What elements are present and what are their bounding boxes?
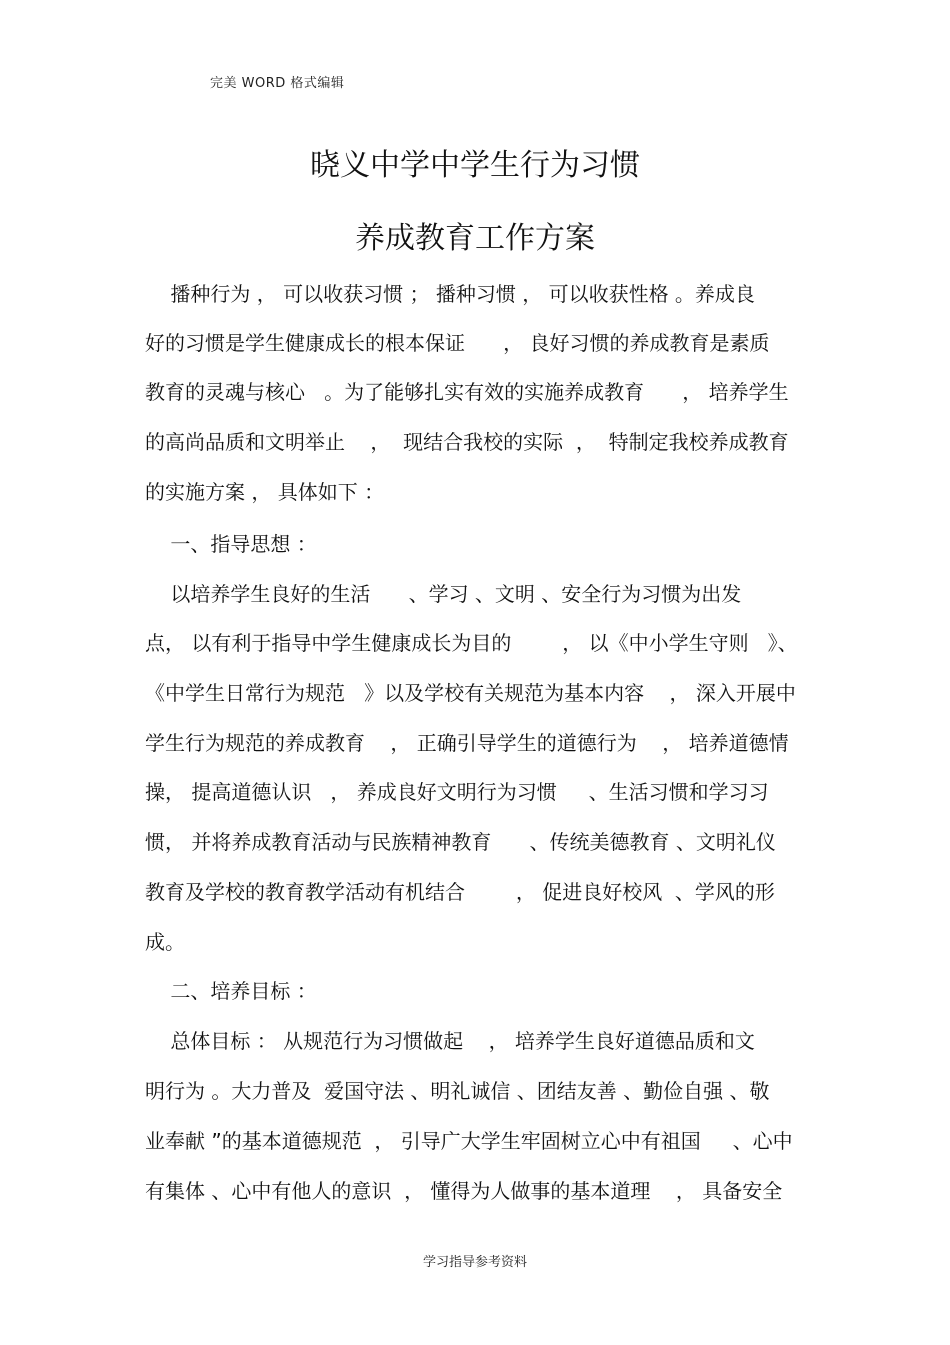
body-line: 《中学生日常行为规范 》以及学校有关规范为基本内容 ， 深入开展中 bbox=[145, 681, 796, 705]
section-heading: 二、培养目标 ： bbox=[145, 979, 317, 1003]
body-line: 的高尚品质和文明举止 ， 现结合我校的实际 ， 特制定我校养成教育 bbox=[145, 430, 789, 454]
body-line: 有集体 、心中有他人的意识 ， 懂得为人做事的基本道理 ， 具备安全 bbox=[145, 1179, 783, 1203]
body-line: 总体目标 ： 从规范行为习惯做起 ， 培养学生良好道德品质和文 bbox=[145, 1029, 755, 1053]
document-title-line-2: 养成教育工作方案 bbox=[355, 221, 595, 256]
body-line: 惯， 并将养成教育活动与民族精神教育 、传统美德教育 、文明礼仪 bbox=[145, 830, 776, 854]
body-line: 学生行为规范的养成教育 ， 正确引导学生的道德行为 ， 培养道德情 bbox=[145, 731, 789, 755]
page-footer: 学习指导参考资料 bbox=[422, 1255, 527, 1270]
body-line: 播种行为 ， 可以收获习惯 ； 播种习惯 ， 可以收获性格 。养成良 bbox=[145, 282, 755, 306]
document-title-line-1: 晓义中学中学生行为习惯 bbox=[310, 148, 640, 183]
body-line: 的实施方案 ， 具体如下 ： bbox=[145, 480, 385, 504]
body-line: 教育的灵魂与核心 。为了能够扎实有效的实施养成教育 ， 培养学生 bbox=[145, 380, 789, 404]
section-heading: 一、指导思想 ： bbox=[145, 532, 317, 556]
body-line: 点， 以有利于指导中学生健康成长为目的 ， 以《中小学生守则 》、 bbox=[145, 631, 798, 655]
body-line: 好的习惯是学生健康成长的根本保证 ， 良好习惯的养成教育是素质 bbox=[145, 331, 770, 355]
body-line: 以培养学生良好的生活 、学习 、文明 、安全行为习惯为出发 bbox=[145, 582, 742, 606]
body-line: 教育及学校的教育教学活动有机结合 ， 促进良好校风 、学风的形 bbox=[145, 880, 775, 904]
body-line: 成。 bbox=[145, 930, 185, 954]
body-line: 操， 提高道德认识 ， 养成良好文明行为习惯 、生活习惯和学习习 bbox=[145, 780, 769, 804]
body-line: 明行为 。大力普及 爱国守法 、明礼诚信 、团结友善 、勤俭自强 、敬 bbox=[145, 1079, 770, 1103]
page-header: 完美 WORD 格式编辑 bbox=[210, 76, 345, 91]
body-line: 业奉献 ”的基本道德规范 ， 引导广大学生牢固树立心中有祖国 、心中 bbox=[145, 1129, 793, 1153]
